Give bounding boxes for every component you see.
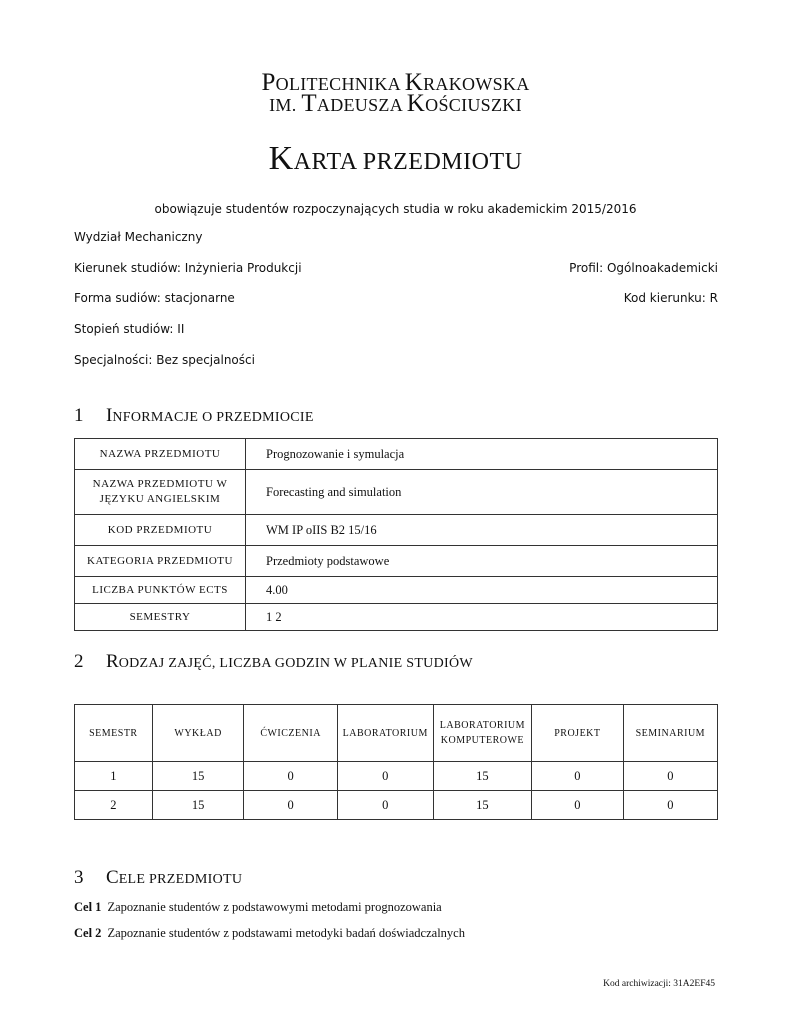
table-cell: 0 <box>623 791 717 820</box>
validity-note: obowiązuje studentów rozpoczynających studia w roku akademickim 2015/2016 <box>154 202 637 216</box>
university-name-line2: IM. TADEUSZA KOŚCIUSZKI <box>269 90 522 117</box>
university-name-line1: POLITECHNIKA KRAKOWSKA <box>261 69 530 96</box>
table-cell: 15 <box>433 791 531 820</box>
table-cell: 0 <box>532 791 624 820</box>
specialty: Specjalności: Bez specjalności <box>74 353 255 367</box>
table-cell: 2 <box>75 791 153 820</box>
table-row <box>75 577 718 604</box>
section-2-heading: 2 RODZAJ ZAJĘĆ, LICZBA GODZIN W PLANIE STUDIÓW <box>74 651 473 672</box>
row-value: 1 2 <box>246 604 718 631</box>
subject-info-table <box>74 438 718 631</box>
goal-text: Zapoznanie studentów z podstawowymi metodami prognozowania <box>107 900 442 914</box>
column-header: LABORATORIUM <box>337 705 433 762</box>
table-row <box>75 470 718 515</box>
table-cell: 0 <box>532 762 624 791</box>
section-1-heading: 1 INFORMACJE O PRZEDMIOCIE <box>74 405 314 426</box>
field-code: Kod kierunku: R <box>623 291 718 305</box>
row-value: 4.00 <box>246 577 718 604</box>
column-header: SEMINARIUM <box>623 705 717 762</box>
table-row <box>75 439 718 470</box>
column-header: ĆWICZENIA <box>244 705 337 762</box>
page-title: KARTA PRZEDMIOTU <box>268 140 523 177</box>
hours-table <box>74 704 718 820</box>
goal-label: Cel 2 <box>74 926 102 940</box>
table-cell: 15 <box>433 762 531 791</box>
goal-item <box>74 926 465 941</box>
table-cell: 0 <box>244 791 337 820</box>
table-cell: 1 <box>75 762 153 791</box>
goal-label: Cel 1 <box>74 900 102 914</box>
table-cell: 15 <box>152 791 244 820</box>
column-header: LABORATORIUM KOMPUTEROWE <box>433 705 531 762</box>
table-row <box>75 515 718 546</box>
row-label: KOD PRZEDMIOTU <box>75 515 246 546</box>
row-value: Prognozowanie i symulacja <box>246 439 718 470</box>
row-value: WM IP oIIS B2 15/16 <box>246 515 718 546</box>
column-header: SEMESTR <box>75 705 153 762</box>
row-value: Forecasting and simulation <box>246 470 718 515</box>
faculty: Wydział Mechaniczny <box>74 230 203 244</box>
table-cell: 0 <box>244 762 337 791</box>
field-of-study: Kierunek studiów: Inżynieria Produkcji <box>74 261 302 275</box>
row-label: KATEGORIA PRZEDMIOTU <box>75 546 246 577</box>
archive-code: Kod archiwizacji: 31A2EF45 <box>603 979 715 989</box>
table-row <box>75 604 718 631</box>
table-row <box>75 762 718 791</box>
study-level: Stopień studiów: II <box>74 322 185 336</box>
table-row <box>75 791 718 820</box>
goal-text: Zapoznanie studentów z podstawami metodyki badań doświadczalnych <box>107 926 465 940</box>
profile: Profil: Ogólnoakademicki <box>569 261 718 275</box>
study-form: Forma sudiów: stacjonarne <box>74 291 235 305</box>
section-3-heading: 3 CELE PRZEDMIOTU <box>74 867 243 888</box>
column-header: PROJEKT <box>532 705 624 762</box>
table-row <box>75 546 718 577</box>
row-label: SEMESTRY <box>75 604 246 631</box>
row-label: NAZWA PRZEDMIOTU <box>75 439 246 470</box>
row-value: Przedmioty podstawowe <box>246 546 718 577</box>
table-cell: 0 <box>337 762 433 791</box>
column-header: WYKŁAD <box>152 705 244 762</box>
table-cell: 15 <box>152 762 244 791</box>
row-label: LICZBA PUNKTÓW ECTS <box>75 577 246 604</box>
row-label: NAZWA PRZEDMIOTU W JĘZYKU ANGIELSKIM <box>75 470 246 515</box>
goal-item <box>74 900 442 915</box>
table-cell: 0 <box>337 791 433 820</box>
table-header-row <box>75 705 718 762</box>
table-cell: 0 <box>623 762 717 791</box>
